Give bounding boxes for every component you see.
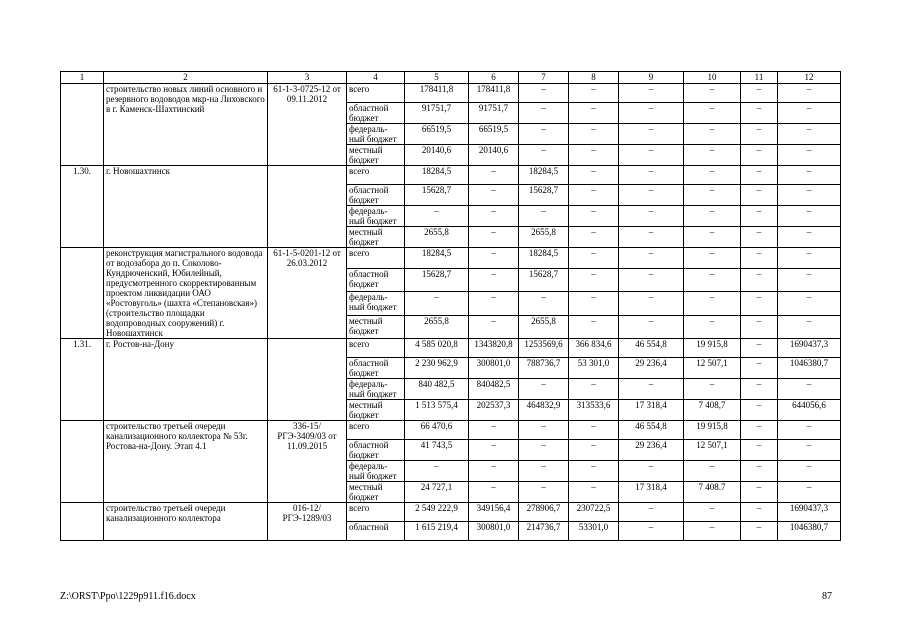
amount-cell: 788736,7 xyxy=(519,358,569,379)
funding-source: местный бюджет xyxy=(347,315,405,338)
amount-cell: 18284,5 xyxy=(519,166,569,185)
amount-cell: – xyxy=(741,315,778,338)
amount-cell: – xyxy=(519,482,569,503)
amount-cell: – xyxy=(684,503,741,522)
amount-cell: 2655,8 xyxy=(405,227,469,248)
amount-cell: – xyxy=(684,292,741,315)
amount-cell: – xyxy=(684,522,741,541)
amount-cell: – xyxy=(519,461,569,482)
amount-cell: – xyxy=(619,185,684,206)
table-row xyxy=(61,503,841,522)
amount-cell: – xyxy=(741,358,778,379)
header-cell: 3 xyxy=(268,72,347,84)
funding-source: местный бюджет xyxy=(347,482,405,503)
header-cell: 5 xyxy=(405,72,469,84)
amount-cell: 18284,5 xyxy=(405,248,469,269)
table-row xyxy=(61,339,841,358)
amount-cell: 2655,8 xyxy=(519,315,569,338)
amount-cell: – xyxy=(741,522,778,541)
amount-cell: 7 408,7 xyxy=(684,400,741,421)
amount-cell: – xyxy=(619,269,684,292)
amount-cell: – xyxy=(684,269,741,292)
amount-cell: – xyxy=(569,315,619,338)
amount-cell: – xyxy=(569,103,619,124)
table-row xyxy=(61,84,841,103)
amount-cell: 2 230 962,9 xyxy=(405,358,469,379)
item-code: 336-15/РГЭ-3409/03 от 11.09.2015 xyxy=(268,421,347,503)
funding-source: федераль-ный бюджет xyxy=(347,292,405,315)
amount-cell: – xyxy=(619,461,684,482)
amount-cell: – xyxy=(684,379,741,400)
amount-cell: – xyxy=(569,206,619,227)
funding-source: федераль-ный бюджет xyxy=(347,461,405,482)
amount-cell: – xyxy=(519,421,569,440)
header-cell: 4 xyxy=(347,72,405,84)
amount-cell: 300801,0 xyxy=(469,522,519,541)
page-number: 87 xyxy=(822,591,832,602)
amount-cell: 66 470,6 xyxy=(405,421,469,440)
funding-source: областной бюджет xyxy=(347,185,405,206)
amount-cell: 46 554,8 xyxy=(619,339,684,358)
item-number xyxy=(61,84,104,166)
amount-cell: – xyxy=(469,185,519,206)
item-number: 1.30. xyxy=(61,166,104,248)
amount-cell: – xyxy=(619,103,684,124)
amount-cell: – xyxy=(569,292,619,315)
item-code: 61-1-3-0725-12 от 09.11.2012 xyxy=(268,84,347,166)
amount-cell: – xyxy=(469,440,519,461)
amount-cell: – xyxy=(619,248,684,269)
funding-source: федераль-ный бюджет xyxy=(347,206,405,227)
amount-cell: – xyxy=(619,379,684,400)
amount-cell: 15628,7 xyxy=(405,185,469,206)
amount-cell: – xyxy=(741,206,778,227)
amount-cell: – xyxy=(569,84,619,103)
amount-cell: – xyxy=(569,461,619,482)
amount-cell: 300801,0 xyxy=(469,358,519,379)
amount-cell: 2655,8 xyxy=(519,227,569,248)
amount-cell: 41 743,5 xyxy=(405,440,469,461)
header-cell: 11 xyxy=(741,72,778,84)
amount-cell: 53301,0 xyxy=(569,522,619,541)
amount-cell: – xyxy=(619,124,684,145)
amount-cell: – xyxy=(619,145,684,166)
amount-cell: – xyxy=(469,292,519,315)
funding-source: всего xyxy=(347,339,405,358)
amount-cell: – xyxy=(569,145,619,166)
amount-cell: – xyxy=(741,482,778,503)
amount-cell: – xyxy=(619,166,684,185)
amount-cell: 202537,3 xyxy=(469,400,519,421)
amount-cell: – xyxy=(778,227,841,248)
budget-table xyxy=(60,71,841,541)
amount-cell: – xyxy=(778,440,841,461)
amount-cell: – xyxy=(619,84,684,103)
header-cell: 12 xyxy=(778,72,841,84)
amount-cell: – xyxy=(619,315,684,338)
amount-cell: – xyxy=(619,227,684,248)
header-cell: 10 xyxy=(684,72,741,84)
amount-cell: 366 834,6 xyxy=(569,339,619,358)
amount-cell: 15628,7 xyxy=(519,269,569,292)
funding-source: всего xyxy=(347,421,405,440)
amount-cell: 29 236,4 xyxy=(619,358,684,379)
amount-cell: 19 915,8 xyxy=(684,421,741,440)
amount-cell: – xyxy=(569,269,619,292)
amount-cell: 1343820,8 xyxy=(469,339,519,358)
amount-cell: 7 408.7 xyxy=(684,482,741,503)
amount-cell: – xyxy=(569,379,619,400)
item-name: строительство третьей очереди канализационного коллектора № 53г. Ростова-на-Дону. Этап 4.1 xyxy=(104,421,268,503)
amount-cell: – xyxy=(684,206,741,227)
amount-cell: – xyxy=(741,103,778,124)
funding-source: местный бюджет xyxy=(347,145,405,166)
amount-cell: – xyxy=(741,461,778,482)
amount-cell: 349156,4 xyxy=(469,503,519,522)
amount-cell: – xyxy=(778,145,841,166)
amount-cell: – xyxy=(684,227,741,248)
amount-cell: – xyxy=(741,440,778,461)
amount-cell: – xyxy=(778,269,841,292)
amount-cell: – xyxy=(469,206,519,227)
amount-cell: 18284,5 xyxy=(519,248,569,269)
amount-cell: – xyxy=(684,315,741,338)
header-cell: 6 xyxy=(469,72,519,84)
funding-source: областной xyxy=(347,522,405,541)
amount-cell: – xyxy=(569,248,619,269)
amount-cell: 17 318,4 xyxy=(619,482,684,503)
amount-cell: – xyxy=(778,166,841,185)
funding-source: областной бюджет xyxy=(347,269,405,292)
amount-cell: 464832,9 xyxy=(519,400,569,421)
item-number: 1.31. xyxy=(61,339,104,421)
amount-cell: – xyxy=(741,185,778,206)
amount-cell: – xyxy=(619,522,684,541)
amount-cell: 20140,6 xyxy=(469,145,519,166)
amount-cell: – xyxy=(778,379,841,400)
amount-cell: 66519,5 xyxy=(469,124,519,145)
amount-cell: – xyxy=(469,269,519,292)
amount-cell: – xyxy=(569,421,619,440)
amount-cell: 12 507,1 xyxy=(684,440,741,461)
amount-cell: 91751,7 xyxy=(469,103,519,124)
amount-cell: – xyxy=(469,227,519,248)
amount-cell: – xyxy=(519,145,569,166)
amount-cell: – xyxy=(778,103,841,124)
amount-cell: – xyxy=(569,440,619,461)
funding-source: местный бюджет xyxy=(347,227,405,248)
item-number xyxy=(61,503,104,541)
header-cell: 7 xyxy=(519,72,569,84)
funding-source: областной бюджет xyxy=(347,440,405,461)
amount-cell: 15628,7 xyxy=(519,185,569,206)
amount-cell: 178411,8 xyxy=(405,84,469,103)
amount-cell: – xyxy=(778,124,841,145)
amount-cell: – xyxy=(684,185,741,206)
amount-cell: 17 318,4 xyxy=(619,400,684,421)
amount-cell: – xyxy=(741,400,778,421)
funding-source: всего xyxy=(347,503,405,522)
amount-cell: 19 915,8 xyxy=(684,339,741,358)
amount-cell: – xyxy=(778,421,841,440)
amount-cell: – xyxy=(684,103,741,124)
amount-cell: – xyxy=(405,206,469,227)
amount-cell: – xyxy=(569,124,619,145)
amount-cell: – xyxy=(469,482,519,503)
amount-cell: – xyxy=(741,145,778,166)
item-code: 016-12/РГЭ-1289/03 xyxy=(268,503,347,541)
amount-cell: – xyxy=(469,166,519,185)
amount-cell: – xyxy=(741,421,778,440)
amount-cell: – xyxy=(741,339,778,358)
amount-cell: 644056,6 xyxy=(778,400,841,421)
amount-cell: 1046380,7 xyxy=(778,522,841,541)
funding-source: областной бюджет xyxy=(347,358,405,379)
amount-cell: 20140,6 xyxy=(405,145,469,166)
amount-cell: – xyxy=(469,248,519,269)
amount-cell: – xyxy=(741,503,778,522)
amount-cell: – xyxy=(684,84,741,103)
table-row xyxy=(61,166,841,185)
amount-cell: 53 301,0 xyxy=(569,358,619,379)
amount-cell: – xyxy=(684,461,741,482)
funding-source: всего xyxy=(347,248,405,269)
amount-cell: 66519,5 xyxy=(405,124,469,145)
item-number xyxy=(61,421,104,503)
amount-cell: 313533,6 xyxy=(569,400,619,421)
amount-cell: – xyxy=(469,315,519,338)
amount-cell: – xyxy=(778,482,841,503)
amount-cell: 1 615 219,4 xyxy=(405,522,469,541)
item-number xyxy=(61,248,104,339)
amount-cell: 214736,7 xyxy=(519,522,569,541)
amount-cell: – xyxy=(519,84,569,103)
amount-cell: – xyxy=(519,206,569,227)
amount-cell: – xyxy=(684,166,741,185)
header-cell: 1 xyxy=(61,72,104,84)
item-code: 61-1-5-0201-12 от 26.03.2012 xyxy=(268,248,347,339)
amount-cell: – xyxy=(684,248,741,269)
amount-cell: 91751,7 xyxy=(405,103,469,124)
amount-cell: – xyxy=(741,166,778,185)
amount-cell: 15628,7 xyxy=(405,269,469,292)
amount-cell: 12 507,1 xyxy=(684,358,741,379)
amount-cell: – xyxy=(741,248,778,269)
item-name: г. Новошахтинск xyxy=(104,166,268,248)
amount-cell: – xyxy=(619,503,684,522)
item-name: реконструкция магистрального водовода от водозабора до п. Соколово-Кундрюченский, Юбилейный, предусмотренного скорректированным проектом ликвидации ОАО «Ростовуголь» (шахта «Степановская») (строительство площадки водопроводных сооружений) г. Новошахтинск xyxy=(104,248,268,339)
table-row xyxy=(61,248,841,269)
amount-cell: 29 236,4 xyxy=(619,440,684,461)
amount-cell: – xyxy=(519,379,569,400)
footer-file-path: Z:\ORST\Ppo\1229p911.f16.docx xyxy=(60,591,196,602)
amount-cell: – xyxy=(569,166,619,185)
item-name: г. Ростов-на-Дону xyxy=(104,339,268,421)
amount-cell: – xyxy=(569,227,619,248)
amount-cell: 2 549 222,9 xyxy=(405,503,469,522)
amount-cell: 840482,5 xyxy=(469,379,519,400)
amount-cell: 230722,5 xyxy=(569,503,619,522)
amount-cell: 1 513 575,4 xyxy=(405,400,469,421)
amount-cell: – xyxy=(619,292,684,315)
amount-cell: – xyxy=(519,124,569,145)
amount-cell: 24 727,1 xyxy=(405,482,469,503)
header-cell: 2 xyxy=(104,72,268,84)
header-cell: 8 xyxy=(569,72,619,84)
amount-cell: 1690437,3 xyxy=(778,503,841,522)
funding-source: местный бюджет xyxy=(347,400,405,421)
amount-cell: – xyxy=(778,315,841,338)
amount-cell: – xyxy=(741,292,778,315)
item-code xyxy=(268,339,347,421)
header-row xyxy=(61,72,841,84)
amount-cell: – xyxy=(684,124,741,145)
amount-cell: 840 482,5 xyxy=(405,379,469,400)
amount-cell: – xyxy=(741,84,778,103)
amount-cell: – xyxy=(519,292,569,315)
amount-cell: – xyxy=(778,185,841,206)
amount-cell: – xyxy=(569,185,619,206)
amount-cell: 46 554,8 xyxy=(619,421,684,440)
funding-source: всего xyxy=(347,84,405,103)
item-code xyxy=(268,166,347,248)
funding-source: областной бюджет xyxy=(347,103,405,124)
funding-source: федераль-ный бюджет xyxy=(347,124,405,145)
amount-cell: 2655,8 xyxy=(405,315,469,338)
table-row xyxy=(61,421,841,440)
amount-cell: 278906,7 xyxy=(519,503,569,522)
funding-source: федераль-ный бюджет xyxy=(347,379,405,400)
amount-cell: – xyxy=(619,206,684,227)
amount-cell: 1046380,7 xyxy=(778,358,841,379)
amount-cell: – xyxy=(778,84,841,103)
amount-cell: 18284,5 xyxy=(405,166,469,185)
table-body xyxy=(61,72,841,541)
amount-cell: – xyxy=(569,482,619,503)
amount-cell: – xyxy=(684,145,741,166)
item-name: строительство новых линий основного и резервного водоводов мкр-на Лиховского в г. Каменск-Шахтинский xyxy=(104,84,268,166)
amount-cell: – xyxy=(741,269,778,292)
amount-cell: – xyxy=(778,461,841,482)
amount-cell: – xyxy=(778,292,841,315)
amount-cell: – xyxy=(741,227,778,248)
amount-cell: – xyxy=(519,440,569,461)
amount-cell: – xyxy=(741,124,778,145)
amount-cell: – xyxy=(469,461,519,482)
amount-cell: – xyxy=(405,461,469,482)
amount-cell: – xyxy=(519,103,569,124)
amount-cell: – xyxy=(778,206,841,227)
funding-source: всего xyxy=(347,166,405,185)
amount-cell: – xyxy=(741,379,778,400)
amount-cell: 4 585 020,8 xyxy=(405,339,469,358)
header-cell: 9 xyxy=(619,72,684,84)
amount-cell: 1690437,3 xyxy=(778,339,841,358)
amount-cell: 178411,8 xyxy=(469,84,519,103)
amount-cell: – xyxy=(778,248,841,269)
item-name: строительство третьей очереди канализационного коллектора xyxy=(104,503,268,541)
amount-cell: – xyxy=(469,421,519,440)
amount-cell: 1253569,6 xyxy=(519,339,569,358)
amount-cell: – xyxy=(405,292,469,315)
